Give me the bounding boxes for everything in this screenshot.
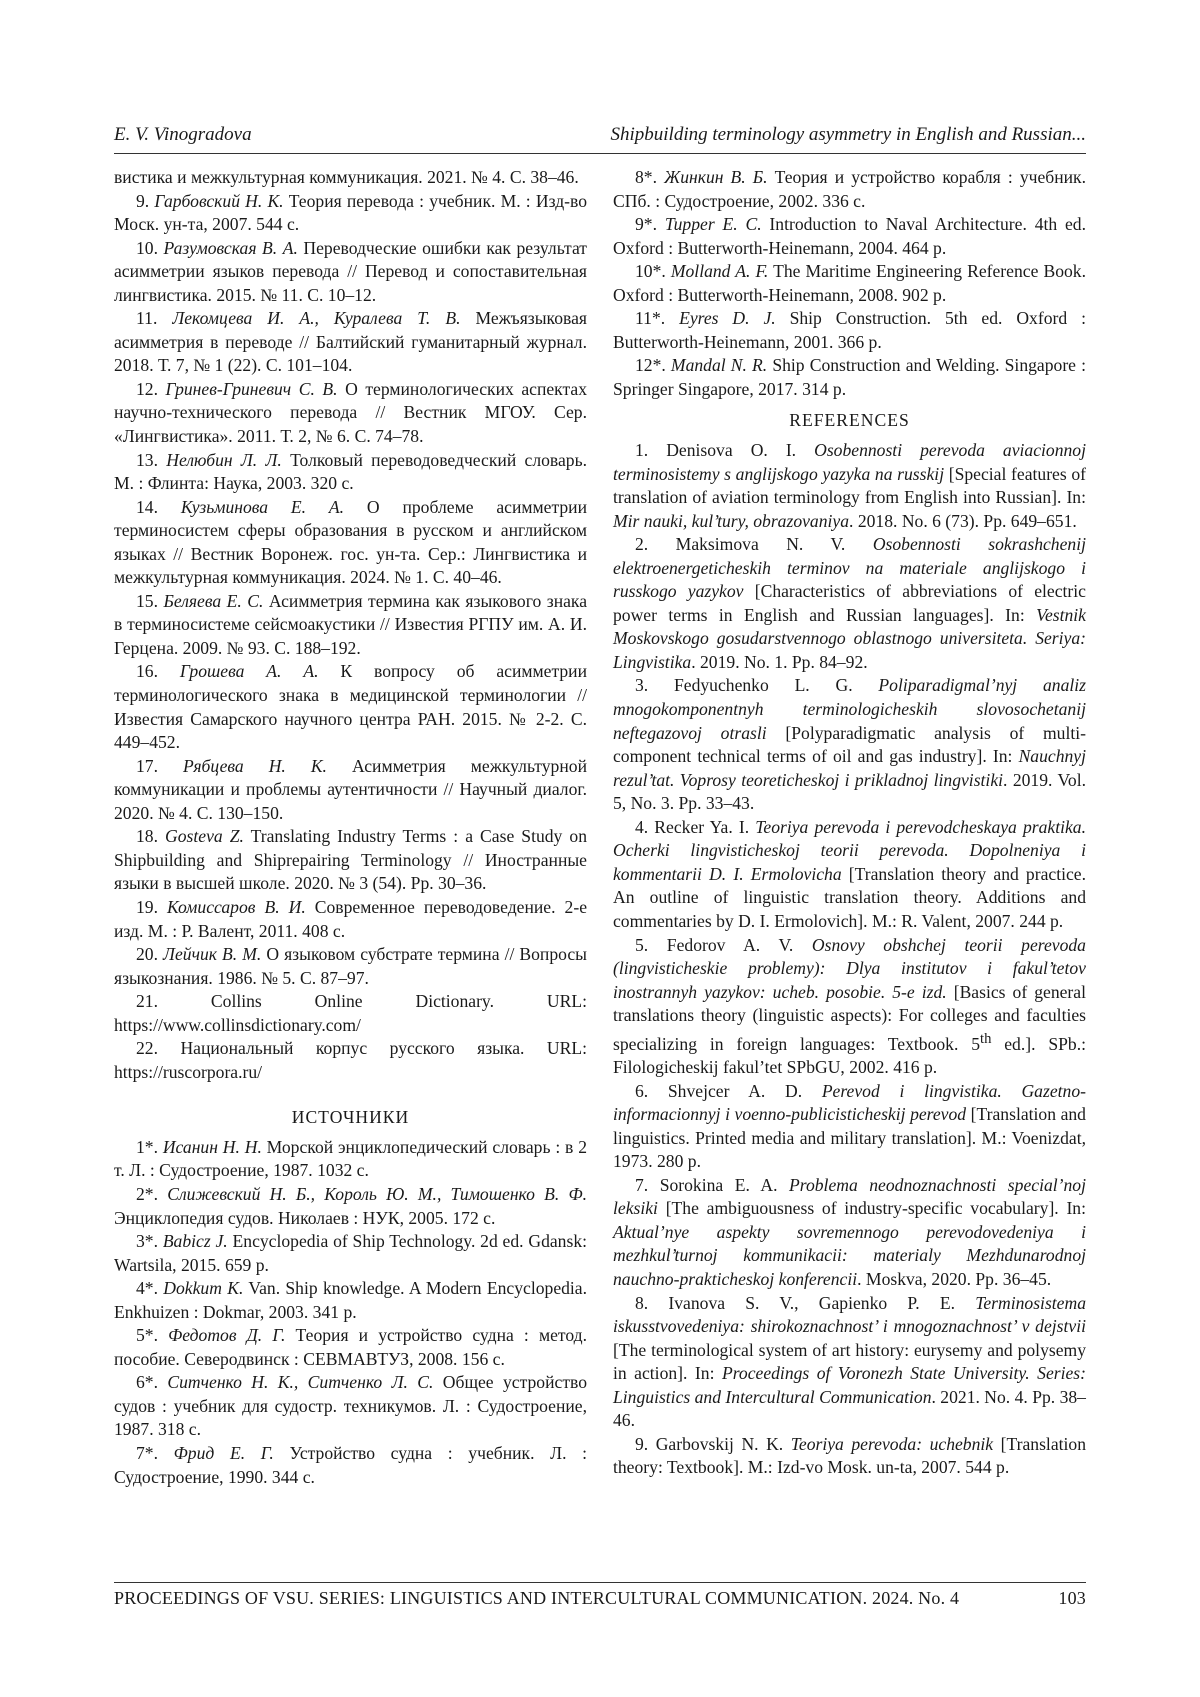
entry-text: [Basics of general translations theory (linguistic aspects): For colleges and faculties specializing in foreign languages: Textbook. 5 [613,981,1086,1054]
reference-entry [114,378,587,449]
entry-text: вистика и межкультурная коммуникация. 2021. № 4. С. 38–46. [114,167,579,187]
reference-entry [114,660,587,754]
entry-text: ed.]. SPb.: Filologicheskij fakul’tet SPbGU, 2002. 416 p. [613,1033,1086,1078]
entry-number: 18. [136,826,166,847]
entry-author: Gosteva Z. [165,826,244,847]
entry-number: 14. [136,496,181,517]
reference-entry [114,237,587,308]
entry-author: Фрид Е. Г. [173,1442,274,1463]
entry-number: 13. [136,449,167,470]
entry-text: . 2019. Vol. 5, No. 3. Pp. 33–43. [613,769,1087,814]
entry-author: Eyres D. J. [679,308,776,329]
entry-number: 9*. [635,214,665,235]
reference-entry [114,1371,587,1442]
entry-number: 4*. [136,1278,164,1299]
entry-text: Теория и устройство судна : метод. пособие. Северодвинск : СЕВМАВТУЗ, 2008. 156 с. [114,1325,587,1369]
left-column [114,166,587,1489]
entry-number: 11. [136,308,173,329]
running-header [114,124,1086,150]
reference-entry [114,496,587,590]
entry-text: О проблеме асимметрии терминосистем сферы образования в русском и английском языках // Вестник Воронеж. гос. ун-та. Сер.: Лингвистика и межкультурная коммуникация. 2024. № 1. С. 40–46. [114,496,587,588]
entry-text: 9. Garbovskij N. K. [635,1433,791,1454]
sources-heading: ИСТОЧНИКИ [291,1107,410,1128]
entry-text: Современное переводоведение. 2-е изд. М. : Р. Валент, 2011. 408 с. [114,896,587,941]
entry-text: . 2018. No. 6 (73). Pp. 649–651. [849,510,1077,531]
entry-number: 2*. [136,1183,168,1204]
entry-text: [The ambiguousness of industry-specific vocabulary]. In: [657,1198,1086,1219]
entry-italic: Terminosistema iskusstvovedeniya: shirokoznachnost’ i mnogoznachnost’ v dejstvii [613,1292,1086,1337]
entry-number: 16. [136,661,180,682]
entry-text: 4. Recker Ya. I. [635,816,756,837]
entry-text: Переводческие ошибки как результат асимметрии языков перевода // Перевод и сопоставительная лингвистика. 2015. № 11. С. 10–12. [114,237,587,305]
entry-text: . 2019. No. 1. Pp. 84–92. [691,651,868,672]
page-footer [114,1588,1086,1609]
entry-text: Асимметрия межкультурной коммуникации и проблемы аутентичности // Научный диалог. 2020. № 4. С. 130–150. [114,755,587,823]
footer-rule [114,1582,1086,1583]
entry-number: 8*. [635,167,665,187]
entry-author: Tupper E. C. [664,214,762,235]
entry-number: 7*. [136,1442,174,1463]
reference-entry [613,439,1086,533]
entry-author: Ситченко Н. К., Ситченко Л. С. [167,1372,434,1393]
entry-author: Слижевский Н. Б., Король Ю. М., Тимошенко В. Ф. [167,1183,588,1204]
entry-author: Гринев-Гриневич С. В. [165,378,338,399]
entry-text: [Special features of translation of aviation terminology from English into Russian]. In: [613,463,1087,508]
entry-number: 19. [136,896,168,917]
reference-entry [114,1136,587,1183]
entry-text: [Translation theory: Textbook]. M.: Izd-vo Mosk. un-ta, 2007. 544 p. [613,1433,1086,1478]
entry-text: [Characteristics of abbreviations of electric power terms in English and Russian languages]. In: [613,581,1086,625]
entry-author: Babicz J. [162,1231,228,1252]
entry-text: 3. Fedyuchenko L. G. [635,675,879,696]
reference-entry [613,674,1086,815]
entry-text: The Maritime Engineering Reference Book. Oxford : Butterworth-Heinemann, 2008. 902 p. [613,261,1086,305]
entry-number: 10*. [635,261,671,282]
entry-italic: Aktual’nye aspekty sovremennogo perevodovedeniya i mezhkul’turnoj kommunikacii: materialy Mezhdunarodnoj nauchno-prakticheskoj konferencii [613,1221,1086,1290]
reference-entry [114,1183,587,1230]
reference-entry [114,1442,587,1489]
entry-italic: Problema neodnoznachnosti special’noj leksiki [613,1174,1086,1219]
entry-author: Разумовская В. А. [163,237,298,258]
entry-number: 12*. [635,355,671,376]
reference-entry [114,825,587,896]
reference-entry [114,166,587,190]
reference-entry [114,1037,587,1084]
header-rule [114,153,1086,154]
reference-entry [613,166,1086,213]
references-heading: REFERENCES [789,410,910,431]
entry-text: Van. Ship knowledge. A Modern Encyclopedia. Enkhuizen : Dokmar, 2003. 341 p. [114,1278,588,1322]
entry-italic: Proceedings of Voronezh State University. Series: Linguistics and Intercultural Communication [613,1363,1086,1407]
entry-text: Ship Construction. 5th ed. Oxford : Butterworth-Heinemann, 2001. 366 p. [613,308,1086,352]
entry-text: [Translation and linguistics. Printed media and military translation]. M.: Voenizdat, 1973. 280 p. [613,1104,1086,1172]
reference-entry [114,896,587,943]
entry-text: 5. Fedorov A. V. [635,934,812,955]
entry-text: 8. Ivanova S. V., Gapienko P. E. [635,1292,976,1313]
entry-text: 6. Shvejcer A. D. [635,1080,822,1101]
page-number: 103 [1058,1588,1086,1608]
entry-number: 11*. [635,308,680,329]
reference-entry [613,307,1086,354]
footer-journal: PROCEEDINGS OF VSU. SERIES: LINGUISTICS AND INTERCULTURAL COMMUNICATION. 2024. No. 4 [114,1588,960,1608]
entry-number: 15. [136,590,164,611]
entry-text: Ship Construction and Welding. Singapore : Springer Singapore, 2017. 314 p. [613,355,1086,399]
entry-author: Лейчик В. М. [163,944,262,965]
entry-text: 1. Denisova O. I. [635,440,815,461]
entry-text: 22. Национальный корпус русского языка. URL: https://ruscorpora.ru/ [114,1038,587,1082]
reference-entry [613,816,1086,934]
entry-author: Лекомцева И. А., Куралева Т. В. [172,308,461,329]
reference-entry [613,1080,1086,1174]
reference-entry [613,260,1086,307]
entry-italic: Perevod i lingvistika. Gazetno-informacionnyj i voenno-publicisticheskij perevod [613,1080,1086,1125]
reference-entry [114,943,587,990]
entry-text: 21. Collins Online Dictionary. URL: https://www.collinsdictionary.com/ [114,991,587,1035]
entry-number: 5*. [136,1325,169,1346]
entry-author: Гарбовский Н. К. [154,190,284,211]
reference-entry [114,990,587,1037]
entry-text: О языковом субстрате термина // Вопросы языкознания. 1986. № 5. С. 87–97. [114,944,587,988]
entry-number: 9. [136,190,155,211]
entry-number: 3*. [136,1231,163,1252]
entry-italic: Osobennosti sokrashchenij elektroenergeticheskih terminov na materiale anglijskogo i russkogo yazykov [613,534,1086,602]
entry-text: . 2021. No. 4. Pp. 38–46. [613,1386,1086,1431]
entry-text: Теория перевода : учебник. М. : Изд-во Моск. ун-та, 2007. 544 с. [114,190,587,235]
entry-text: Translating Industry Terms : a Case Study on Shipbuilding and Shiprepairing Terminology // Иностранные языки в высшей школе. 2020. № 3 (54). Pp. 30–36. [114,826,587,894]
entry-number: 20. [136,944,164,965]
reference-entry [114,590,587,661]
entry-text: Encyclopedia of Ship Technology. 2d ed. Gdansk: Wartsila, 2015. 659 p. [114,1231,588,1275]
reference-entry [613,533,1086,674]
reference-entry [613,354,1086,401]
entry-italic: Vestnik Moskovskogo gosudarstvennogo oblastnogo universiteta. Seriya: Lingvistika [613,604,1086,672]
entry-number: 10. [136,237,164,258]
entry-author: Dokkum K. [163,1278,244,1299]
reference-entry [613,1174,1086,1292]
entry-text: . Moskva, 2020. Pp. 36–45. [857,1269,1052,1290]
entry-number: 6*. [136,1372,168,1393]
entry-italic: Poliparadigmal’nyj analiz mnogokomponentnyh terminologicheskih slovosochetanij neftegazovoj otrasli [613,675,1086,743]
reference-entry [114,755,587,826]
entry-italic: Osnovy obshchej teorii perevoda (lingvisticheskie problemy): Dlya institutov i fakul’tetov inostrannyh yazykov: ucheb. posobie. 5-e izd. [613,934,1086,1002]
reference-entry [114,449,587,496]
entry-author: Жинкин В. Б. [664,167,768,187]
entry-italic: Mir nauki, kul’tury, obrazovaniya [613,510,850,531]
entry-author: Беляева Е. С. [163,590,264,611]
entry-italic: Teoriya perevoda i perevodcheskaya praktika. Ocherki lingvisticheskoj teorii perevoda. Dopolneniya i kommentarii D. I. Ermolovicha [613,816,1086,884]
entry-text: Энциклопедия судов. Николаев : НУК, 2005. 172 с. [114,1207,496,1228]
entry-text: О терминологических аспектах научно-технического перевода // Вестник МГОУ. Сер. «Лингвистика». 2011. Т. 2, № 6. С. 74–78. [114,378,587,447]
entry-text: Межъязыковая асимметрия в переводе // Балтийский гуманитарный журнал. 2018. Т. 7, № 1 (22). С. 101–104. [114,308,587,376]
reference-entry [114,1230,587,1277]
entry-author: Molland A. F. [670,261,769,282]
entry-text: 7. Sorokina E. A. [635,1174,790,1195]
entry-italic: Teoriya perevoda: uchebnik [790,1433,994,1454]
entry-author: Грошева А. А. [179,661,319,682]
entry-text: Общее устройство судов : учебник для судостр. техникумов. Л. : Судостроение, 1987. 318 с. [114,1372,588,1440]
entry-number: 12. [136,378,166,399]
entry-author: Исанин Н. Н. [162,1136,262,1157]
entry-author: Нелюбин Л. Л. [166,449,282,470]
reference-entry [613,934,1086,1080]
reference-entry [114,1324,587,1371]
entry-text: Устройство судна : учебник. Л. : Судостроение, 1990. 344 с. [114,1442,588,1487]
entry-text: Асимметрия термина как языкового знака в терминосистеме сейсмоакустики // Известия РГПУ им. А. И. Герцена. 2009. № 93. С. 188–192. [114,590,588,658]
entry-author: Кузьминова Е. А. [180,496,345,517]
header-author: E. V. Vinogradova [114,124,252,145]
reference-entry [613,213,1086,260]
header-title: Shipbuilding terminology asymmetry in English and Russian... [610,124,1086,145]
entry-number: 1*. [136,1136,163,1157]
entry-author: Mandal N. R. [670,355,768,376]
entry-author: Федотов Д. Г. [168,1325,286,1346]
reference-entry [114,1277,587,1324]
reference-entry [114,190,587,237]
entry-text: Introduction to Naval Architecture. 4th ed. Oxford : Butterworth-Heinemann, 2004. 464 p. [613,214,1087,258]
right-column [613,166,1086,1480]
entry-number: 17. [136,755,184,776]
entry-text: Морской энциклопедический словарь : в 2 т. Л. : Судостроение, 1987. 1032 с. [114,1136,588,1181]
entry-text: [The terminological system of art history: eurysemy and polysemy in action]. In: [613,1339,1086,1384]
entry-text: К вопросу об асимметрии терминологического знака в медицинской терминологии // Известия Самарского научного центра РАН. 2015. № 2-2. С. 449–452. [114,661,588,753]
entry-italic: Nauchnyj rezul’tat. Voprosy teoreticheskoj i prikladnoj lingvistiki [613,746,1086,790]
entry-text: Толковый переводоведческий словарь. М. : Флинта: Наука, 2003. 320 с. [114,449,588,494]
entry-author: Комиссаров В. И. [167,896,306,917]
entry-text: 2. Maksimova N. V. [635,534,873,555]
reference-entry [613,1433,1086,1480]
entry-text: [Polyparadigmatic analysis of multi-component technical terms of oil and gas industry]. In: [613,722,1086,767]
entry-text: [Translation theory and practice. An outline of linguistic translation theory. Additions and commentaries by D. I. Ermolovich]. M.: R. Valent, 2007. 244 p. [613,863,1086,931]
reference-entry [114,307,587,378]
entry-text: Теория и устройство корабля : учебник. СПб. : Судостроение, 2002. 336 с. [613,167,1086,211]
entry-italic: Osobennosti perevoda aviacionnoj terminosistemy s anglijskogo yazyka na russkij [613,440,1086,484]
entry-text: th [980,1030,992,1047]
entry-author: Рябцева Н. К. [183,755,327,776]
reference-entry [613,1292,1086,1433]
